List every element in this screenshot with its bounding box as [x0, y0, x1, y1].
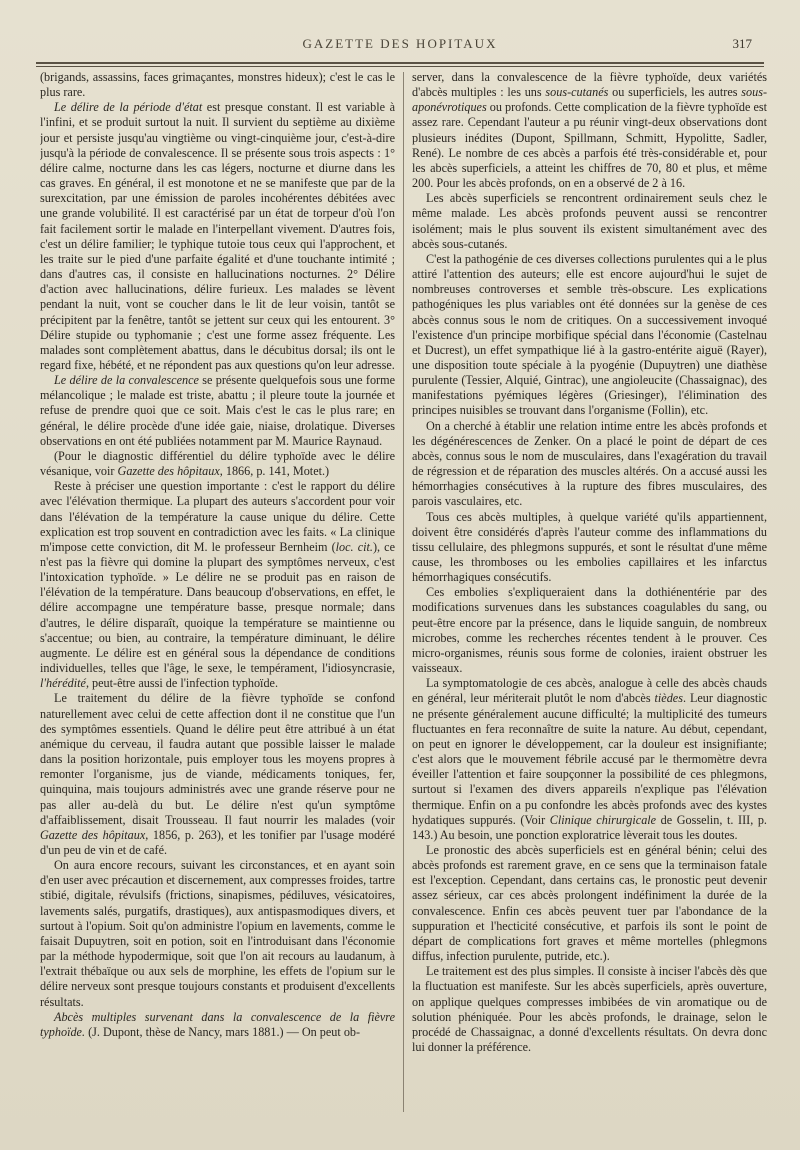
- paragraph: Abcès multiples survenant dans la convalescence de la fièvre typhoïde. (J. Dupont, thèse de Nancy, mars 1881.) — On peut ob-: [40, 1009, 395, 1039]
- paragraph: Ces embolies s'expliqueraient dans la dothiénentérie par des modifications survenues dans les substances coagulables du sang, ou peut-être encore par la présence, dans le liquide sanguin, de nombreux microbes, comme les recherches récentes tendent à le prouver. Ces micro-organismes, réunis sous forme de colonies, iraient obstruer les vaisseaux.: [412, 585, 767, 676]
- paragraph: server, dans la convalescence de la fièvre typhoïde, deux variétés d'abcès multiples : les uns sous-cutanés ou superficiels, les autres sous-aponévrotiques ou profonds. Cette complication de la fièvre typhoïde est assez rare. Cependant l'auteur a pu réunir vingt-deux observations dont plusieurs inédites (Dupont, Spillmann, Schmitt, Hypolitte, Sadler, René). Le nombre de ces abcès a parfois été très-considérable et, pour les abcès superficiels, a atteint les chiffres de 70, 80 et plus, et même 200. Pour les abcès profonds, on en a observé de 2 à 16.: [412, 70, 767, 191]
- paragraph: (Pour le diagnostic différentiel du délire typhoïde avec le délire vésanique, voir Gazette des hôpitaux, 1866, p. 141, Motet.): [40, 448, 395, 479]
- left-column: [40, 70, 395, 1130]
- paragraph: Les abcès superficiels se rencontrent ordinairement seuls chez le même malade. Les abcès profonds peuvent aussi se rencontrer isolément; mais le plus souvent ils existent simultanément avec des abcès sous-cutanés.: [412, 191, 767, 251]
- paragraph: Le traitement est des plus simples. Il consiste à inciser l'abcès dès que la fluctuation est manifeste. Sur les abcès superficiels, après ouverture, on applique quelques compresses imbibées de vin aromatique ou de solution phéniquée. Pour les abcès profonds, le drainage, selon le procédé de Chassaignac, a donné d'excellents résultats. On devra donc lui donner la préférence.: [412, 964, 767, 1054]
- paragraph: La symptomatologie de ces abcès, analogue à celle des abcès chauds en général, leur mériterait plutôt le nom d'abcès tièdes. Leur diagnostic ne présente généralement aucune difficulté; la multiplicité des tumeurs fluctuantes en fera reconnaître de suite la nature. Au début, cependant, on peut en ignorer le développement, car la douleur est insignifiante; c'est alors que le mouvement fébrile accusé par le thermomètre devra éveiller l'attention et faire soupçonner la possibilité de ces phlegmons, surtout si l'examen des divers appareils n'explique pas l'élévation thermique. Enfin on a pu confondre les abcès profonds avec des kystes hydatiques suppurés. (Voir Clinique chirurgicale de Gosselin, t. III, p. 143.) Au besoin, une ponction exploratrice lèverait tous les doutes.: [412, 676, 767, 842]
- paragraph: Le traitement du délire de la fièvre typhoïde se confond naturellement avec celui de cette affection dont il ne constitue que l'un des symptômes essentiels. Quand le délire peut être attribué à un état anémique du cerveau, il faudra autant que possible laisser le malade dans la position horizontale, puis employer tous les moyens propres à remonter l'organisme, jus de viande, médicaments toniques, fer, quinquina, mais toujours administrés avec une grande réserve pour ne pas aller au-delà du but. Le délire n'est qu'un symptôme d'affaiblissement, disait Trousseau. Il faut nourrir les malades (voir Gazette des hôpitaux, 1856, p. 263), et les tonifier par l'usage modéré d'un peu de vin et de café.: [40, 691, 395, 857]
- page-header: [0, 36, 800, 56]
- page-number: 317: [732, 36, 752, 51]
- italic-lead: Le délire de la convalescence: [54, 373, 199, 388]
- paragraph: (brigands, assassins, faces grimaçantes, monstres hideux); c'est le cas le plus rare.: [40, 70, 395, 100]
- italic-lead: Le délire de la période d'état: [54, 100, 203, 115]
- paragraph: On a cherché à établir une relation intime entre les abcès profonds et les dégénérescences de Zenker. On a placé le point de départ de ces abcès, connus sous le nom de musculaires, dans l'exagération du travail de régression et de réparation des muscles altérés. On a accusé aussi les hémorrhagies consécutives à la rupture des fibres musculaires, des parois vasculaires, etc.: [412, 418, 767, 509]
- paragraph: C'est la pathogénie de ces diverses collections purulentes qui a le plus attiré l'attention des auteurs; elle est encore aujourd'hui le sujet de nombreuses controverses et semble très-obscure. Les explications pathogéniques les plus variables ont été données sur la genèse de ces abcès connus sous le nom de critiques. On a successivement invoqué l'existence d'un principe morbifique spécial dans l'économie (Castelnau et Ducrest), un effet sympathique lié à la gastro-entérite aiguë (Rayer), une disposition toute spéciale à la pyogénie (Dupuytren) une diathèse purulente (Tessier, Alquié, Gintrac), une angioleucite (Chassaignac), des manifestations pyémiques légères (Griesinger), l'élimination des principes nuisibles se trouvant dans l'organisme (Follin), etc.: [412, 251, 767, 418]
- paragraph: Tous ces abcès multiples, à quelque variété qu'ils appartiennent, doivent être considérés d'après l'auteur comme des inflammations du tissu cellulaire, des phlegmons suppurés, et sont le résultat d'une même cause, les thromboses ou les embolies capillaires et les infarctus hémorrhagiques consécutifs.: [412, 509, 767, 585]
- column-separator: [403, 72, 404, 1112]
- header-rule: [36, 62, 764, 67]
- paragraph: Le pronostic des abcès superficiels est en général bénin; celui des abcès profonds est rarement grave, en ce sens que la terminaison fatale est l'exception. Cependant, dans certains cas, le pronostic peut devenir assez sérieux, car ces abcès prolongent indéfiniment la durée de la convalescence. Enfin ces abcès peuvent tuer par l'abondance de la suppuration et l'hecticité consécutive, et parfois ils sont le point de départ de complications fort graves et même mortelles (phlegmons diffus, infection purulente, putride, etc.).: [412, 842, 767, 964]
- paragraph: Reste à préciser une question importante : c'est le rapport du délire avec l'élévation thermique. La plupart des auteurs s'accordent pour voir dans l'élévation de la température la cause unique du délire. Cette explication est trop souvent en contradiction avec les faits. « La clinique m'impose cette conviction, dit M. le professeur Bernheim (loc. cit.), ce n'est pas la fièvre qui domine la plupart des symptômes nerveux, c'est l'intoxication typhoïde. » Le délire ne se produit pas en raison de l'élévation de la température. Dans beaucoup d'observations, en effet, le délire accompagne une température basse, presque normale; dans d'autres, le délire disparaît, quoique la température se maintienne ou s'accentue; ou bien, au contraire, la température diminuant, le délire augmente. Le délire est en général sous la dépendance de conditions individuelles, telles que l'âge, le sexe, le tempérament, l'idiosyncrasie, l'hérédité, peut-être aussi de l'infection typhoïde.: [40, 479, 395, 691]
- section-heading: Abcès multiples survenant dans la convalescence de la fièvre typhoïde.: [40, 1009, 395, 1039]
- paragraph: On aura encore recours, suivant les circonstances, et en ayant soin d'en user avec précaution et discernement, aux compresses froides, tartre stibié, digitale, révulsifs (frictions, sinapismes, pédiluves, vésicatoires, lavements salés, purgatifs, drastiques), aux antispasmodiques divers, et surtout à l'opium. Soit qu'on administre l'opium en lavements, comme le faisait Dupuytren, soit en potion, soit en l'introduisant dans l'économie par la méthode hypodermique, soit que l'on ait recours au laudanum, à l'extrait thébaïque ou aux sels de morphine, les effets de l'opium sur le délire nerveux sont presque toujours constants et produisent d'excellents résultats.: [40, 858, 395, 1009]
- paragraph: Le délire de la période d'état est presque constant. Il est variable à l'infini, et se produit surtout la nuit. Il survient du septième au dixième jour et persiste jusqu'au vingtième ou vingt-cinquième jour, c'est-à-dire jusqu'à la période de convalescence. Il se présente sous trois aspects : 1° délire calme, nocturne dans les cas légers, nocturne et diurne dans les cas graves. En général, il est monotone et ne se manifeste que par de la surexcitation, par une émission de paroles incohérentes débitées avec une grande volubilité. Il est caractérisé par un état de torpeur d'où l'on fait facilement sortir le malade en l'interpellant vivement. D'autres fois, c'est un délire familier; le typhique tutoie tous ceux qui l'approchent, et les traite sur le pied d'une parfaite égalité et d'une touchante intimité ; dans d'autres cas, il consiste en hallucinations nocturnes. 2° Délire d'action avec hallucinations, délire furieux. Les malades se lèvent pendant la nuit, vont se coucher dans le lit de leur voisin, tantôt se précipitent par la fenêtre, tantôt se jettent sur ceux qui les entourent. 3° Délire stupide ou typhomanie ; c'est une forme assez fréquente. Les malades sont complètement abattus, dans le décubitus dorsal; ils ont le regard fixe, hébété, et ne répondent pas aux questions qu'on leur adresse.: [40, 100, 395, 372]
- right-column: [412, 70, 767, 1130]
- paragraph: Le délire de la convalescence se présente quelquefois sous une forme mélancolique ; le malade est triste, abattu ; il pleure toute la journée et refuse de prendre quoi que ce soit. Mais c'est le cas le plus rare; en général, le délire procède d'une idée gaie, niaise, drolatique. Diverses observations en ont été publiées notamment par M. Maurice Raynaud.: [40, 373, 395, 448]
- running-title: GAZETTE DES HOPITAUX: [302, 36, 498, 51]
